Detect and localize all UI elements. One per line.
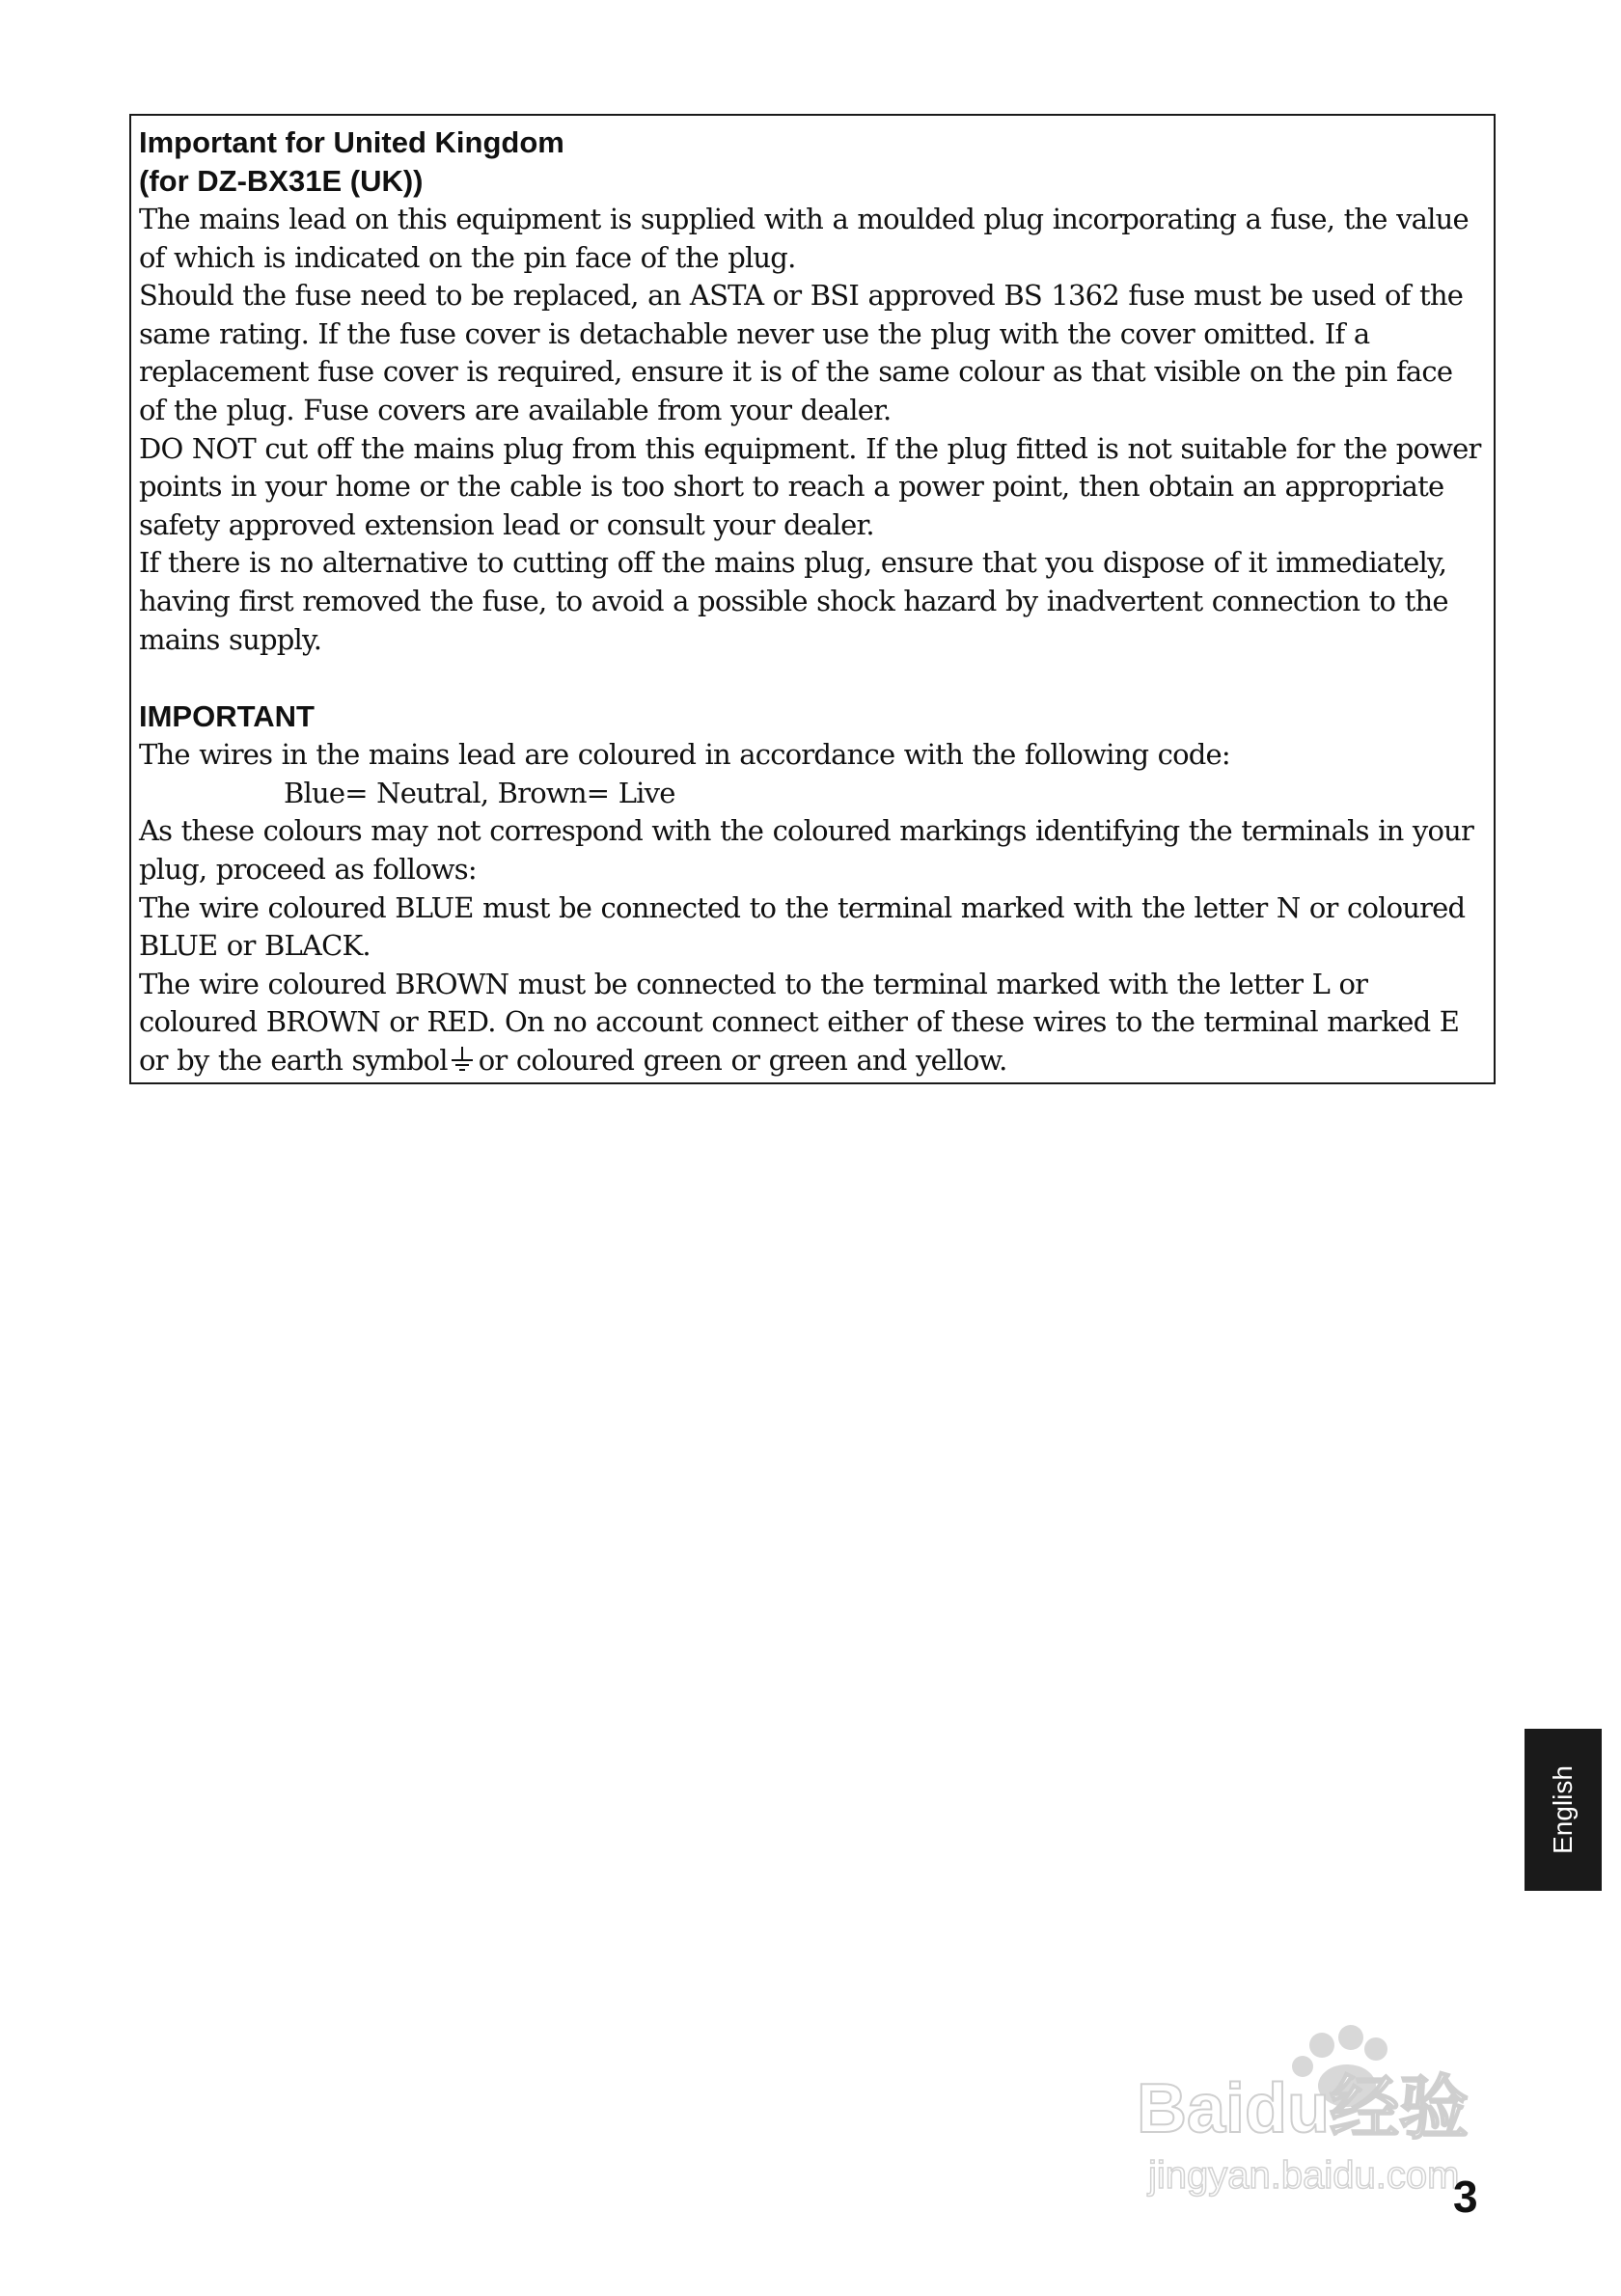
important-paragraph — [139, 966, 1486, 1084]
notice-paragraph: DO NOT cut off the mains plug from this equipment. If the plug fitted is not suitable for the power points in your home or the cable is too short to reach a power point, then obtain an appropriate safety approved extension lead or consult your dealer. — [139, 431, 1481, 541]
watermark-url: jingyan.baidu.com — [1148, 2154, 1460, 2197]
important-paragraph: The wire coloured BLUE must be connected to the terminal marked with the letter N or coloured BLUE or BLACK. — [139, 890, 1466, 963]
notice-paragraph: Should the fuse need to be replaced, an ASTA or BSI approved BS 1362 fuse must be used of the same rating. If the fuse cover is detachable never use the plug with the cover omitted. If a replacement fuse cover is required, ensure it is of the same colour as that visible on the pin face of the plug. Fuse covers are available from your dealer. — [139, 279, 1464, 426]
uk-notice-box — [129, 114, 1496, 1084]
language-tab — [1525, 1729, 1602, 1891]
watermark-brand: Baidu经验 — [1137, 2070, 1470, 2147]
earth-symbol-prefix: earth symbol — [270, 1043, 448, 1077]
important-heading: IMPORTANT — [139, 699, 315, 734]
language-label: English — [1548, 1765, 1578, 1854]
notice-paragraph: The mains lead on this equipment is supplied with a moulded plug incorporating a fuse, the value of which is indicated on the pin face of the plug. — [139, 203, 1469, 274]
important-paragraph: As these colours may not correspond with the coloured markings identifying the terminals in your plug, proceed as follows: — [139, 814, 1474, 886]
page-number: 3 — [1453, 2172, 1478, 2222]
section-gap — [139, 659, 1486, 697]
wire-colour-code: Blue= Neutral, Brown= Live — [284, 776, 675, 809]
brown-wire-text: The wire coloured BROWN must be connected to the terminal marked with the letter L or coloured BROWN or RED. On no account connect either of these wires to the terminal marked E or by the — [139, 967, 1460, 1077]
notice-model: (for DZ-BX31E (UK)) — [139, 164, 424, 198]
notice-heading: Important for United Kingdom — [139, 125, 564, 159]
notice-paragraph: If there is no alternative to cutting off the mains plug, ensure that you dispose of it immediately, having first removed the fuse, to avoid a possible shock hazard by inadvertent connection to the mains supply. — [139, 546, 1448, 656]
earth-ground-icon — [450, 1045, 475, 1084]
earth-symbol-suffix: or coloured green or green and yellow. — [478, 1043, 1007, 1077]
wire-code-intro: The wires in the mains lead are coloured in accordance with the following code: — [139, 738, 1230, 772]
